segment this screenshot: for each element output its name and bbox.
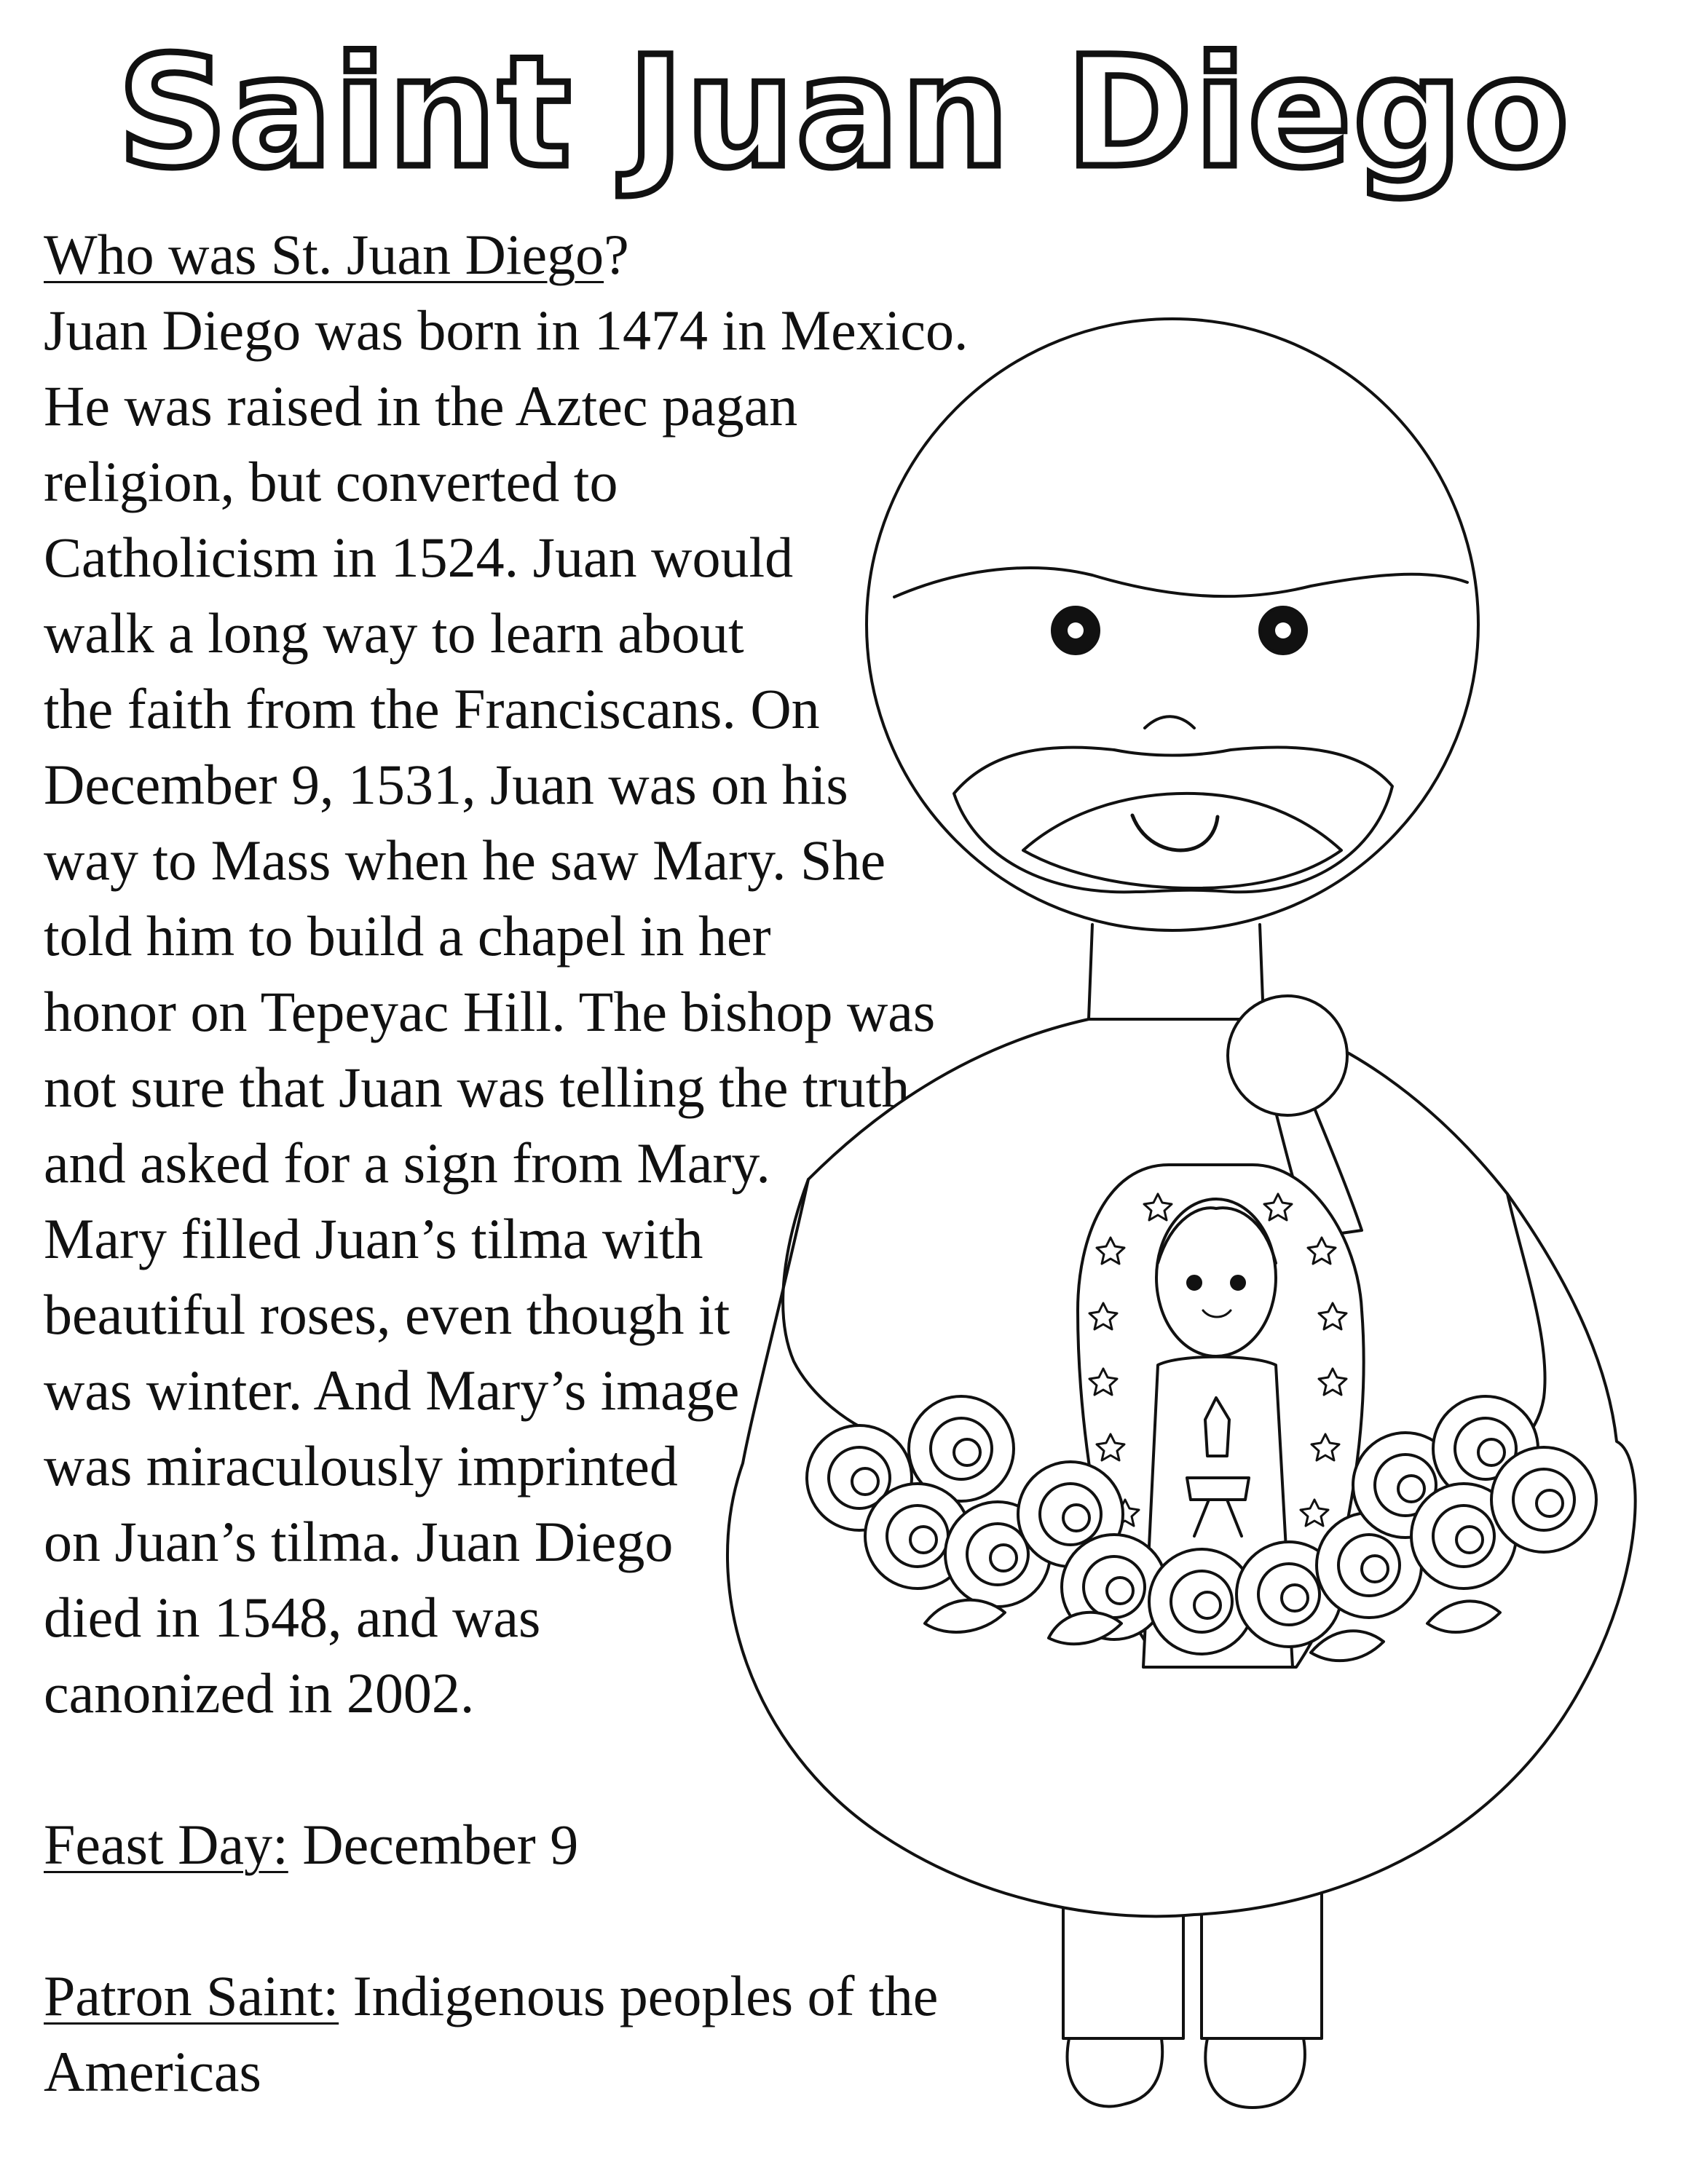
shoulder-knot (1228, 996, 1347, 1115)
sash (1187, 1478, 1249, 1500)
body-line: December 9, 1531, Juan was on his (44, 753, 848, 816)
body-line: was winter. And Mary’s image (44, 1358, 740, 1422)
body-line: canonized in 2002. (44, 1661, 475, 1725)
body-line: way to Mass when he saw Mary. She (44, 828, 886, 892)
patron-saint-value: Indigenous peoples of the (339, 1964, 939, 2027)
body-line: not sure that Juan was telling the truth (44, 1056, 910, 1119)
body-line: He was raised in the Aztec pagan (44, 374, 798, 438)
patron-saint-value-cont: Americas (44, 2040, 261, 2103)
body-line: Mary filled Juan’s tilma with (44, 1207, 703, 1270)
body-line: died in 1548, and was (44, 1586, 541, 1649)
page-title: Saint Juan Diego (117, 23, 1571, 202)
body-line: Juan Diego was born in 1474 in Mexico. (44, 298, 969, 362)
body-line: the faith from the Franciscans. On (44, 677, 820, 740)
question-heading-text: Who was St. Juan Diego (44, 223, 604, 286)
body-line: and asked for a sign from Mary. (44, 1131, 770, 1195)
body-line: was miraculously imprinted (44, 1434, 678, 1497)
body-line: told him to build a chapel in her (44, 904, 771, 968)
body-line: Catholicism in 1524. Juan would (44, 526, 794, 589)
body-line: beautiful roses, even though it (44, 1283, 730, 1346)
body-line: on Juan’s tilma. Juan Diego (44, 1510, 674, 1573)
body-line: walk a long way to learn about (44, 601, 744, 665)
virgin-face (1156, 1199, 1276, 1356)
neck (1089, 925, 1263, 1019)
feast-day-value: December 9 (288, 1813, 579, 1876)
body-line: religion, but converted to (44, 450, 618, 513)
patron-saint-label: Patron Saint: (44, 1964, 339, 2027)
body-line: honor on Tepeyac Hill. The bishop was (44, 980, 936, 1043)
question-mark: ? (604, 223, 629, 286)
rose (1491, 1447, 1596, 1552)
feast-day-label: Feast Day: (44, 1813, 288, 1876)
